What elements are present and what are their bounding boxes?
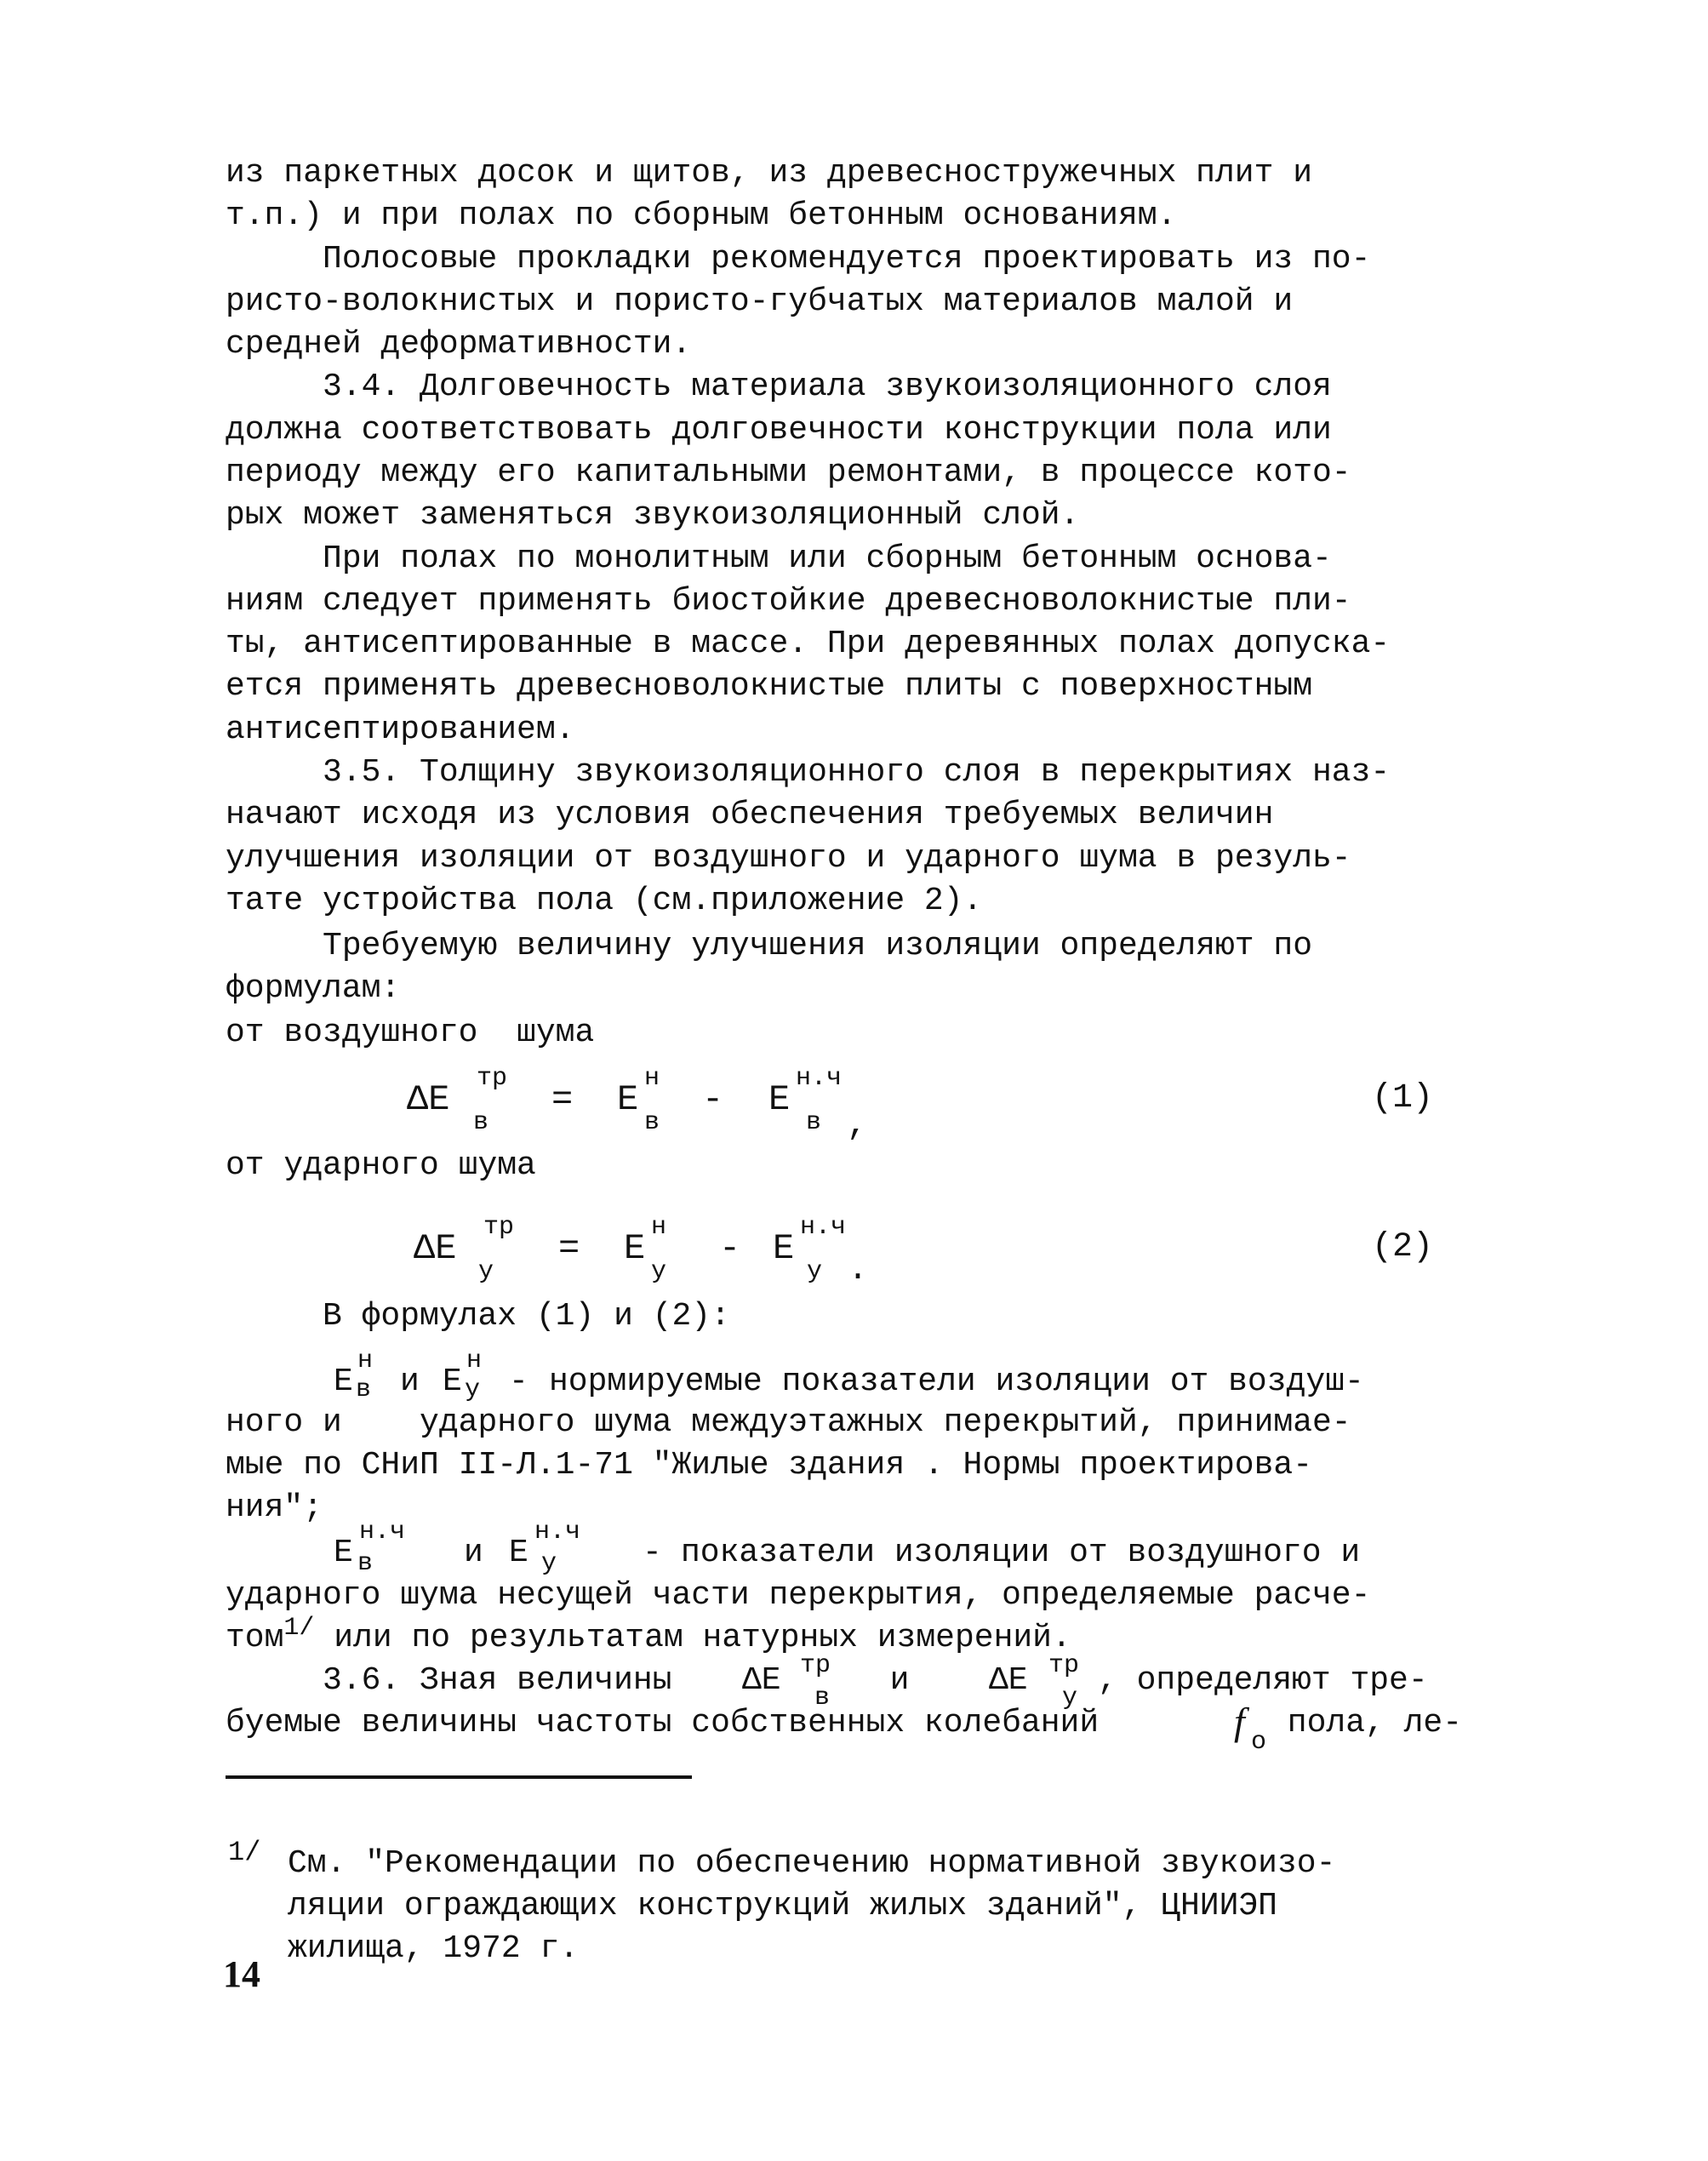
p36-delta-e2: ΔE <box>989 1662 1028 1699</box>
text-line: рых может заменяться звукоизоляционный слой. <box>226 497 1080 534</box>
eq1-sup-tr: тр <box>477 1064 508 1093</box>
eq2-e: E <box>624 1228 646 1269</box>
eq2-number: (2) <box>1372 1228 1434 1266</box>
text-line: Полосовые прокладки рекомендуется проектировать из по- <box>226 241 1371 277</box>
text-fragment: буемые величины частоты собственных колебаний <box>226 1705 1118 1741</box>
eq1-sup-nch: н.ч <box>796 1064 843 1093</box>
footnote-line: ляции ограждающих конструкций жилых зданий", ЦНИИЭП <box>288 1888 1277 1924</box>
text-line: ния"; <box>226 1489 323 1526</box>
def1-sup: н <box>357 1346 374 1375</box>
text-line: должна соответствовать долговечности конструкции пола или <box>226 412 1332 449</box>
eq2-sup-tr: тр <box>483 1213 515 1242</box>
def1-e2: E <box>443 1363 462 1400</box>
eq2-dot: . <box>848 1251 869 1289</box>
def2-sup2: н.ч <box>534 1518 581 1546</box>
eq2-equals: = <box>558 1228 580 1269</box>
text-line: тате устройства пола (см.приложение 2). <box>226 883 983 919</box>
def2-e2: E <box>509 1535 528 1571</box>
text-fragment: , определяют тре- <box>1098 1662 1428 1699</box>
def1-sup2: н <box>466 1346 483 1375</box>
text-line: т.п.) и при полах по сборным бетонным основаниям. <box>226 197 1177 234</box>
p36-sub-v: в <box>814 1684 831 1712</box>
text-line: 3.5. Толщину звукоизоляционного слоя в перекрытиях наз- <box>226 754 1391 791</box>
text-line: ристо-волокнистых и пористо-губчатых материалов малой и <box>226 283 1294 320</box>
p36-sup-tr2: тр <box>1048 1651 1080 1680</box>
eq1-delta-e: ΔE <box>407 1079 450 1120</box>
text-fragment: и <box>851 1662 968 1699</box>
text-line: ниям следует применять биостойкие древесноволокнистые пли- <box>226 583 1351 620</box>
eq2-e2: E <box>773 1228 795 1269</box>
text-line: При полах по монолитным или сборным бетонным основа- <box>226 540 1332 577</box>
footnote-reference: 1/ <box>283 1614 315 1643</box>
footnote-line: жилища, 1972 г. <box>288 1930 580 1967</box>
text-line: Требуемую величину улучшения изоляции определяют по <box>226 928 1313 964</box>
eq2-sup-nch: н.ч <box>800 1213 847 1242</box>
def1-dash: - <box>509 1363 528 1400</box>
eq1-sub-v3: в <box>806 1108 822 1137</box>
text-line: нормируемые показатели изоляции от воздуш- <box>549 1363 1364 1400</box>
text-line: из паркетных досок и щитов, из древесностружечных плит и <box>226 155 1313 192</box>
text-line: периоду между его капитальными ремонтами, в процессе кото- <box>226 454 1351 491</box>
def2-sub-u: у <box>541 1549 557 1578</box>
eq1-e: E <box>617 1079 639 1120</box>
text-line: 3.4. Долговечность материала звукоизоляционного слоя <box>226 369 1332 405</box>
text-line: средней деформативности. <box>226 326 692 363</box>
text-line-with-footnote-ref <box>226 1614 1071 1659</box>
eq1-minus: - <box>702 1079 724 1120</box>
eq2-sub-u2: у <box>651 1257 667 1286</box>
def2-sup: н.ч <box>359 1518 406 1546</box>
eq1-comma: , <box>847 1106 868 1145</box>
eq1-e2: E <box>768 1079 791 1120</box>
eq1-sub-v: в <box>473 1108 489 1137</box>
def2-and: и <box>464 1535 483 1571</box>
eq1-number: (1) <box>1372 1079 1434 1118</box>
text-line: ударного шума несущей части перекрытия, определяемые расче- <box>226 1577 1371 1614</box>
def1-sub-u: у <box>465 1375 481 1404</box>
eq2-sup-n: н <box>651 1213 667 1242</box>
def2-sub-v: в <box>357 1549 374 1578</box>
eq1-sup-n: н <box>644 1064 660 1093</box>
def1-e: E <box>334 1363 353 1400</box>
text-line: антисептированием. <box>226 712 575 748</box>
text-fragment: 3.6. Зная величины <box>226 1662 730 1699</box>
eq1-equals: = <box>551 1079 574 1120</box>
p36-delta-e: ΔE <box>742 1662 781 1699</box>
eq2-delta-e: ΔE <box>414 1228 457 1269</box>
footnote-separator <box>226 1775 692 1779</box>
text-fragment: пола, ле- <box>1268 1705 1463 1741</box>
text-fragment: или по результатам натурных измерений. <box>314 1620 1071 1656</box>
text-line: от ударного шума <box>226 1147 536 1184</box>
text-line: мые по СНиП II-Л.1-71 "Жилые здания . Нормы проектирова- <box>226 1447 1313 1484</box>
footnote-line: См. "Рекомендации по обеспечению нормативной звукоизо- <box>288 1845 1336 1882</box>
text-fragment: том <box>226 1620 284 1656</box>
page-number: 14 <box>223 1953 260 1995</box>
def2-dash: - <box>643 1535 662 1571</box>
text-line: ного и ударного шума междуэтажных перекрытий, принимае- <box>226 1404 1351 1441</box>
def1-and: и <box>400 1363 420 1400</box>
def2-e: E <box>334 1535 353 1571</box>
text-line: В формулах (1) и (2): <box>226 1298 730 1335</box>
text-line: показатели изоляции от воздушного и <box>681 1535 1361 1571</box>
text-line: от воздушного шума <box>226 1015 595 1051</box>
text-line: ты, антисептированные в массе. При деревянных полах допуска- <box>226 626 1391 662</box>
text-line: улучшения изоляции от воздушного и ударного шума в резуль- <box>226 840 1351 877</box>
footnote-mark: 1/ <box>228 1837 261 1868</box>
text-line: формулам: <box>226 970 401 1007</box>
eq2-sub-u: у <box>478 1257 494 1286</box>
p36-f-symbol: f <box>1234 1700 1245 1743</box>
eq2-sub-u3: у <box>807 1257 823 1286</box>
eq2-minus: - <box>719 1228 741 1269</box>
eq1-sub-v2: в <box>644 1108 660 1137</box>
text-line: ется применять древесноволокнистые плиты с поверхностным <box>226 668 1313 705</box>
text-line: начают исходя из условия обеспечения требуемых величин <box>226 797 1274 833</box>
p36-f-sub: o <box>1251 1728 1267 1757</box>
p36-sup-tr: тр <box>800 1651 831 1680</box>
def1-sub-v: в <box>356 1375 372 1404</box>
p36-sub-u: у <box>1062 1684 1078 1712</box>
